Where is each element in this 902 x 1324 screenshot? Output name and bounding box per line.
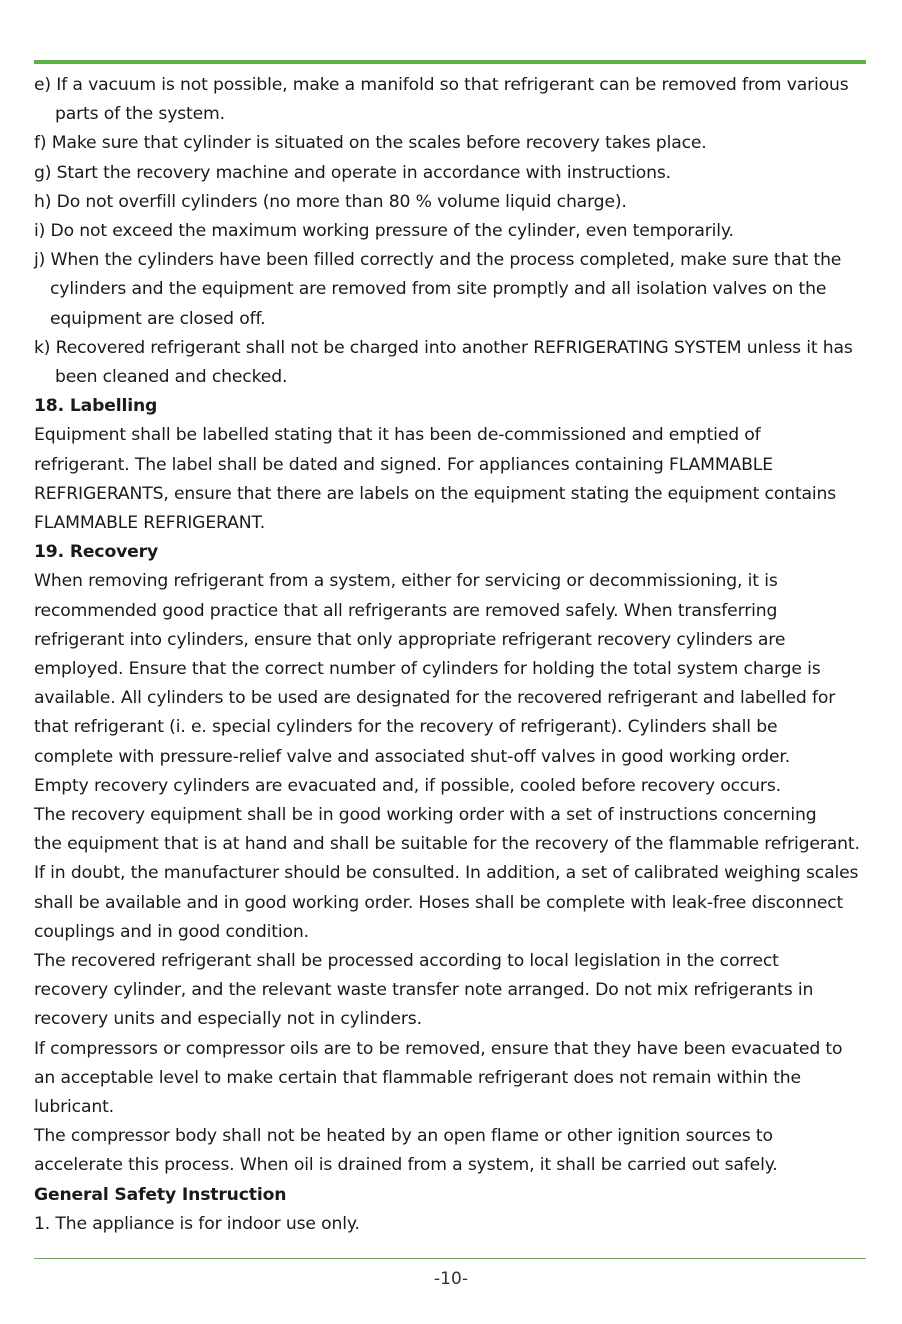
text-line: The compressor body shall not be heated by an open flame or other ignition sources to <box>34 1126 773 1147</box>
text-line: shall be available and in good working order. Hoses shall be complete with leak-free disconnect <box>34 892 844 913</box>
text-line: When removing refrigerant from a system, either for servicing or decommissioning, it is <box>34 571 778 592</box>
text-line: employed. Ensure that the correct number of cylinders for holding the total system charge is <box>34 659 821 679</box>
text-line: 1. The appliance is for indoor use only. <box>34 1213 360 1234</box>
text-line: the equipment that is at hand and shall be suitable for the recovery of the flammable refrigerant. <box>34 834 860 855</box>
text-line: complete with pressure-relief valve and associated shut-off valves in good working order. <box>34 746 791 767</box>
text-line: lubricant. <box>34 1097 114 1117</box>
text-line: that refrigerant (i. e. special cylinders for the recovery of refrigerant). Cylinders shall be <box>34 717 778 738</box>
page-number: -10- <box>434 1269 468 1289</box>
text-line: recovery cylinder, and the relevant waste transfer note arranged. Do not mix refrigerants in <box>34 980 814 1001</box>
header-divider <box>34 60 866 64</box>
text-line: parts of the system. <box>55 104 225 125</box>
text-line: refrigerant. The label shall be dated and signed. For appliances containing FLAMMABLE <box>34 454 773 475</box>
text-line: The recovered refrigerant shall be processed according to local legislation in the correct <box>34 951 779 971</box>
text-line: equipment are closed off. <box>50 308 266 329</box>
text-line: g) Start the recovery machine and operate in accordance with instructions. <box>34 162 671 183</box>
text-line: j) When the cylinders have been filled correctly and the process completed, make sure that the <box>34 250 842 271</box>
text-line: FLAMMABLE REFRIGERANT. <box>34 513 266 533</box>
text-line: Empty recovery cylinders are evacuated and, if possible, cooled before recovery occurs. <box>34 775 781 796</box>
text-line: recommended good practice that all refrigerants are removed safely. When transferring <box>34 600 778 621</box>
text-line: i) Do not exceed the maximum working pressure of the cylinder, even temporarily. <box>34 221 734 241</box>
footer-divider <box>34 1258 866 1259</box>
text-line: couplings and in good condition. <box>34 921 309 942</box>
text-line: If compressors or compressor oils are to be removed, ensure that they have been evacuated to <box>34 1038 843 1059</box>
text-line: The recovery equipment shall be in good working order with a set of instructions concerning <box>34 805 817 825</box>
section-heading: General Safety Instruction <box>34 1184 287 1205</box>
text-line: accelerate this process. When oil is drained from a system, it shall be carried out safely. <box>34 1155 778 1176</box>
section-heading: 18. Labelling <box>34 396 158 417</box>
text-line: REFRIGERANTS, ensure that there are labels on the equipment stating the equipment contains <box>34 483 837 504</box>
text-line: recovery units and especially not in cylinders. <box>34 1009 422 1030</box>
text-line: been cleaned and checked. <box>55 367 288 387</box>
text-line: an acceptable level to make certain that flammable refrigerant does not remain within the <box>34 1067 801 1088</box>
text-line: f) Make sure that cylinder is situated on the scales before recovery takes place. <box>34 133 707 154</box>
text-line: h) Do not overfill cylinders (no more than 80 % volume liquid charge). <box>34 191 627 212</box>
text-line: k) Recovered refrigerant shall not be charged into another REFRIGERATING SYSTEM unless it has <box>34 337 853 358</box>
text-line: e) If a vacuum is not possible, make a manifold so that refrigerant can be removed from various <box>34 75 849 95</box>
text-line: If in doubt, the manufacturer should be consulted. In addition, a set of calibrated weighing scales <box>34 863 859 884</box>
text-line: cylinders and the equipment are removed from site promptly and all isolation valves on the <box>50 279 827 300</box>
text-line: available. All cylinders to be used are designated for the recovered refrigerant and labelled for <box>34 688 836 709</box>
text-line: refrigerant into cylinders, ensure that only appropriate refrigerant recovery cylinders are <box>34 629 786 650</box>
text-line: Equipment shall be labelled stating that it has been de-commissioned and emptied of <box>34 425 761 446</box>
section-heading: 19. Recovery <box>34 542 159 563</box>
